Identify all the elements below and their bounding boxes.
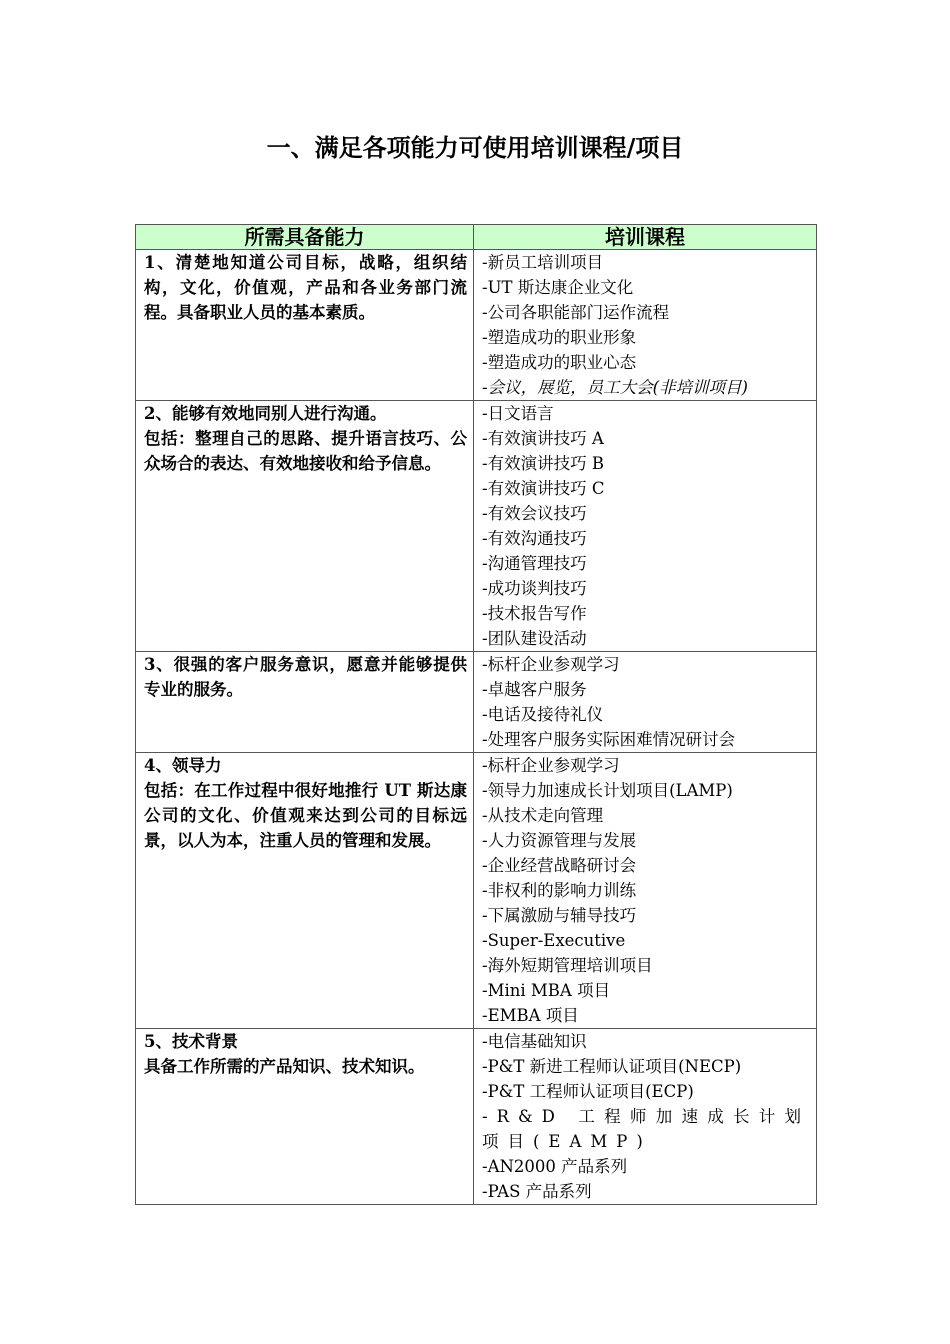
course-item: -处理客户服务实际困难情况研讨会: [482, 730, 736, 749]
ability-cell: [136, 753, 474, 1029]
table-row: [136, 250, 817, 401]
course-item: -有效演讲技巧 B: [482, 454, 604, 473]
course-item: -塑造成功的职业形象: [482, 328, 637, 347]
course-item: -标杆企业参观学习: [482, 655, 620, 674]
ability-cell: [136, 401, 474, 652]
ability-detail: 具备工作所需的产品知识、技术知识。: [144, 1057, 425, 1076]
ability-heading: 4、领导力: [144, 756, 222, 775]
course-item: -下属激励与辅导技巧: [482, 906, 637, 925]
table-row: [136, 753, 817, 1029]
header-courses: 培训课程: [474, 225, 817, 250]
course-item: -标杆企业参观学习: [482, 756, 620, 775]
course-item: -从技术走向管理: [482, 806, 604, 825]
ability-cell: [136, 250, 474, 401]
course-item: -UT 斯达康企业文化: [482, 278, 634, 297]
ability-cell: [136, 1029, 474, 1205]
course-item: -R&D 工程师加速成长计划项目(EAMP): [482, 1107, 810, 1151]
course-item: -非权利的影响力训练: [482, 881, 637, 900]
course-item: -P&T 工程师认证项目(ECP): [482, 1082, 694, 1101]
course-item: -公司各职能部门运作流程: [482, 303, 670, 322]
course-item: -人力资源管理与发展: [482, 831, 637, 850]
course-item: -Mini MBA 项目: [482, 981, 611, 1000]
course-item: -卓越客户服务: [482, 680, 587, 699]
courses-cell: [474, 652, 817, 753]
course-item: -有效沟通技巧: [482, 529, 587, 548]
course-item: -新员工培训项目: [482, 253, 604, 272]
courses-cell: [474, 401, 817, 652]
courses-cell: [474, 1029, 817, 1205]
courses-cell: [474, 753, 817, 1029]
ability-heading: 5、技术背景: [144, 1032, 238, 1051]
course-item: -P&T 新进工程师认证项目(NECP): [482, 1057, 742, 1076]
page-title: 一、满足各项能力可使用培训课程/项目: [266, 133, 684, 162]
course-item-non-training: -会议，展览，员工大会(非培训项目): [482, 378, 748, 397]
ability-cell: [136, 652, 474, 753]
course-item: -AN2000 产品系列: [482, 1157, 628, 1176]
course-item: -团队建设活动: [482, 629, 587, 648]
course-item: -沟通管理技巧: [482, 554, 587, 573]
course-item: -企业经营战略研讨会: [482, 856, 637, 875]
ability-heading: 2、能够有效地同别人进行沟通。: [144, 404, 387, 423]
course-item: -塑造成功的职业心态: [482, 353, 637, 372]
ability-text: 1、清楚地知道公司目标，战略，组织结构，文化，价值观，产品和各业务部门流程。具备职业人员的基本素质。: [144, 253, 467, 322]
course-item: -成功谈判技巧: [482, 579, 587, 598]
table-header-row: [136, 225, 817, 250]
table-row: [136, 401, 817, 652]
competency-training-table: [135, 224, 817, 1205]
course-item: -Super-Executive: [482, 931, 626, 950]
table-row: [136, 1029, 817, 1205]
header-ability: 所需具备能力: [136, 225, 474, 250]
course-item: -有效演讲技巧 A: [482, 429, 604, 448]
course-item: -日文语言: [482, 404, 554, 423]
ability-text: 3、很强的客户服务意识，愿意并能够提供专业的服务。: [144, 655, 467, 699]
course-item: -电信基础知识: [482, 1032, 587, 1051]
ability-detail: 包括：整理自己的思路、提升语言技巧、公众场合的表达、有效地接收和给予信息。: [144, 429, 467, 473]
course-item: -有效会议技巧: [482, 504, 587, 523]
course-item: -技术报告写作: [482, 604, 587, 623]
courses-cell: [474, 250, 817, 401]
ability-detail: 包括：在工作过程中很好地推行 UT 斯达康公司的文化、价值观来达到公司的目标远景，以人为本，注重人员的管理和发展。: [144, 781, 467, 850]
course-item: -有效演讲技巧 C: [482, 479, 605, 498]
course-item: -电话及接待礼仪: [482, 705, 604, 724]
course-item: -领导力加速成长计划项目(LAMP): [482, 781, 733, 800]
table-row: [136, 652, 817, 753]
course-item: -EMBA 项目: [482, 1006, 579, 1025]
course-item: -海外短期管理培训项目: [482, 956, 653, 975]
course-item: -PAS 产品系列: [482, 1182, 592, 1201]
